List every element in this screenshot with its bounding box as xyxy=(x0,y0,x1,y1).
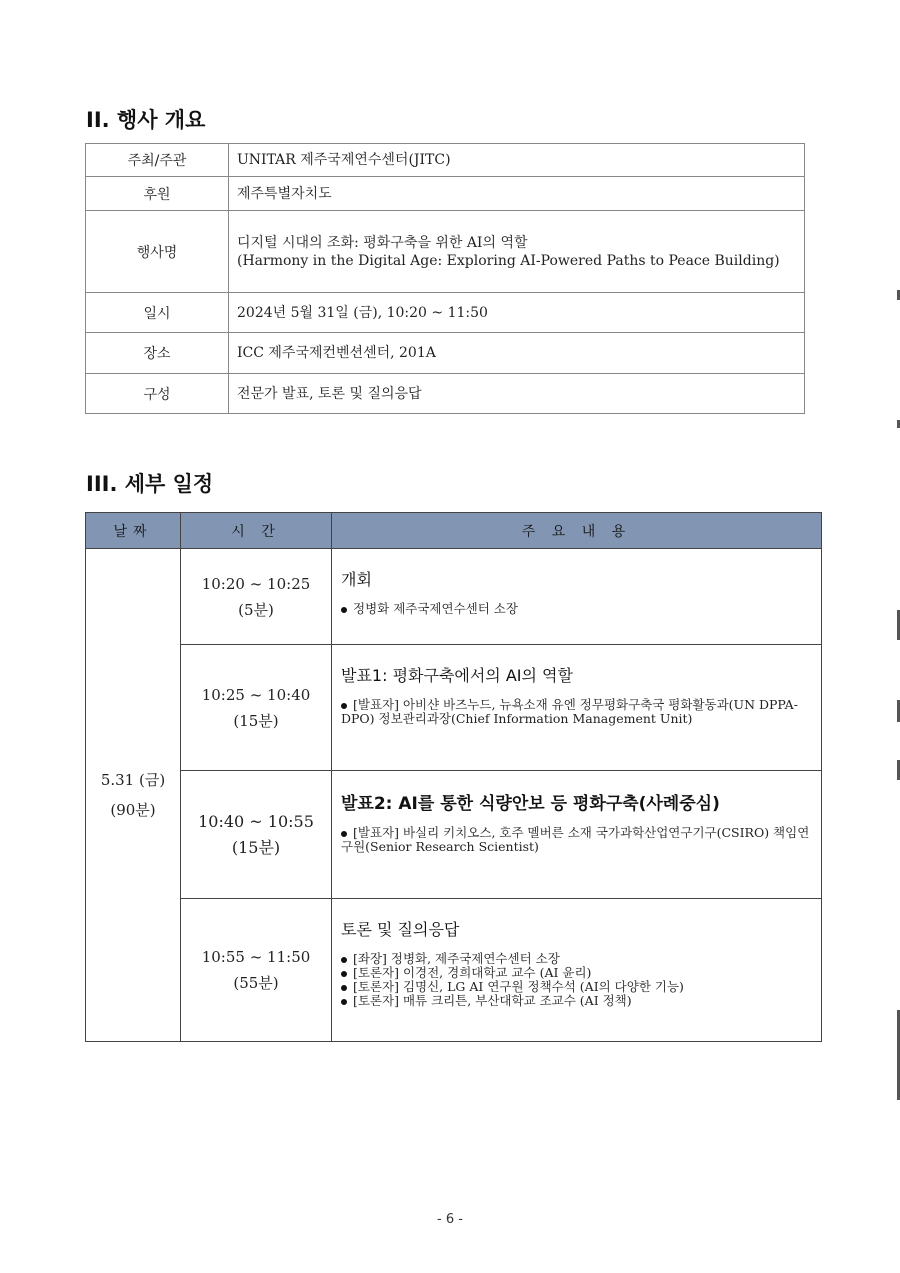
header-time: 시 간 xyxy=(181,513,332,549)
schedule-row xyxy=(86,645,822,771)
schedule-time-cell xyxy=(181,549,332,645)
schedule-row xyxy=(86,899,822,1042)
schedule-bullets xyxy=(341,698,813,726)
page-number: - 6 - xyxy=(437,1212,463,1227)
schedule-length: (55분) xyxy=(233,974,279,992)
overview-value-line: (Harmony in the Digital Age: Exploring AI-Powered Paths to Peace Building) xyxy=(237,252,780,269)
schedule-time: 10:40 ~ 10:55 xyxy=(198,811,314,831)
header-date: 날짜 xyxy=(86,513,181,549)
bullet-text: 정병화 제주국제연수센터 소장 xyxy=(353,601,518,616)
schedule-bullets xyxy=(341,826,813,854)
overview-row xyxy=(86,333,805,374)
overview-value-line: ICC 제주국제컨벤션센터, 201A xyxy=(237,345,436,361)
schedule-length: (15분) xyxy=(233,711,279,730)
schedule-section-title: III. 세부 일정 xyxy=(86,472,214,496)
schedule-bullets xyxy=(341,952,813,1008)
schedule-item-title: 토론 및 질의응답 xyxy=(341,920,460,939)
schedule-date: 5.31 (금) xyxy=(100,771,166,789)
bullet-text: [좌장] 정병화, 제주국제연수센터 소장 xyxy=(353,951,560,966)
bullet-icon xyxy=(341,607,347,613)
bullet-text: [발표자] 바실리 키치오스, 호주 멜버른 소재 국가과학산업연구기구(CSIRO) 책임연구원(Senior Research Scientist) xyxy=(341,825,810,854)
overview-value-line: UNITAR 제주국제연수센터(JITC) xyxy=(237,152,451,168)
overview-value xyxy=(229,374,805,414)
overview-value xyxy=(229,144,805,177)
overview-label: 구성 xyxy=(86,374,229,414)
schedule-time: 10:55 ~ 11:50 xyxy=(201,948,311,966)
bullet-text: [토론자] 매튜 크리튼, 부산대학교 조교수 (AI 정책) xyxy=(353,993,632,1008)
overview-table xyxy=(85,143,805,414)
overview-value-line: 전문가 발표, 토론 및 질의응답 xyxy=(237,385,422,402)
bullet-icon xyxy=(341,985,347,991)
list-item xyxy=(341,602,813,616)
bullet-icon xyxy=(341,831,347,837)
schedule-time-cell xyxy=(181,899,332,1042)
schedule-content-cell xyxy=(332,549,822,645)
overview-value xyxy=(229,177,805,211)
schedule-item-title: 발표2: AI를 통한 식량안보 등 평화구축(사례중심) xyxy=(341,794,720,814)
bullet-icon xyxy=(341,999,347,1005)
overview-value-line: 제주특별자치도 xyxy=(237,185,332,202)
list-item xyxy=(341,826,813,854)
schedule-length: (5분) xyxy=(238,600,274,619)
schedule-time-cell xyxy=(181,771,332,899)
overview-label: 행사명 xyxy=(86,211,229,293)
list-item xyxy=(341,966,813,980)
schedule-content-cell xyxy=(332,645,822,771)
schedule-content-cell xyxy=(332,899,822,1042)
schedule-time-cell xyxy=(181,645,332,771)
bullet-text: [토론자] 김명신, LG AI 연구원 정책수석 (AI의 다양한 기능) xyxy=(353,979,684,994)
schedule-item-title: 발표1: 평화구축에서의 AI의 역할 xyxy=(341,666,573,685)
schedule-date-cell xyxy=(86,549,181,1042)
list-item xyxy=(341,952,813,966)
overview-value-line: 2024년 5월 31일 (금), 10:20 ~ 11:50 xyxy=(237,304,488,321)
overview-value xyxy=(229,211,805,293)
schedule-header-row xyxy=(86,513,822,549)
overview-label: 일시 xyxy=(86,293,229,333)
overview-label: 후원 xyxy=(86,177,229,211)
overview-row xyxy=(86,211,805,293)
overview-row xyxy=(86,374,805,414)
overview-row xyxy=(86,177,805,211)
overview-value xyxy=(229,293,805,333)
bullet-text: [발표자] 아비샨 바즈누드, 뉴욕소재 유엔 정무평화구축국 평화활동과(UN DPPA-DPO) 정보관리과장(Chief Information Management Unit) xyxy=(341,697,798,726)
schedule-time: 10:25 ~ 10:40 xyxy=(201,685,311,704)
header-content: 주 요 내 용 xyxy=(332,513,822,549)
list-item xyxy=(341,698,813,726)
bullet-text: [토론자] 이경전, 경희대학교 교수 (AI 윤리) xyxy=(353,965,592,980)
schedule-content-cell xyxy=(332,771,822,899)
overview-section-title: II. 행사 개요 xyxy=(86,108,206,132)
bullet-icon xyxy=(341,703,347,709)
bullet-icon xyxy=(341,957,347,963)
schedule-time: 10:20 ~ 10:25 xyxy=(201,574,311,593)
overview-value xyxy=(229,333,805,374)
overview-value-line: 디지털 시대의 조화: 평화구축을 위한 AI의 역할 xyxy=(237,234,528,251)
schedule-length: (15분) xyxy=(231,837,281,857)
overview-row xyxy=(86,293,805,333)
overview-label: 장소 xyxy=(86,333,229,374)
list-item xyxy=(341,994,813,1008)
schedule-bullets xyxy=(341,602,813,616)
overview-row xyxy=(86,144,805,177)
list-item xyxy=(341,980,813,994)
schedule-row xyxy=(86,771,822,899)
schedule-total-duration: (90분) xyxy=(110,801,156,819)
schedule-item-title: 개회 xyxy=(341,570,372,589)
overview-label: 주최/주관 xyxy=(86,144,229,177)
schedule-table xyxy=(85,512,822,1042)
schedule-row xyxy=(86,549,822,645)
bullet-icon xyxy=(341,971,347,977)
